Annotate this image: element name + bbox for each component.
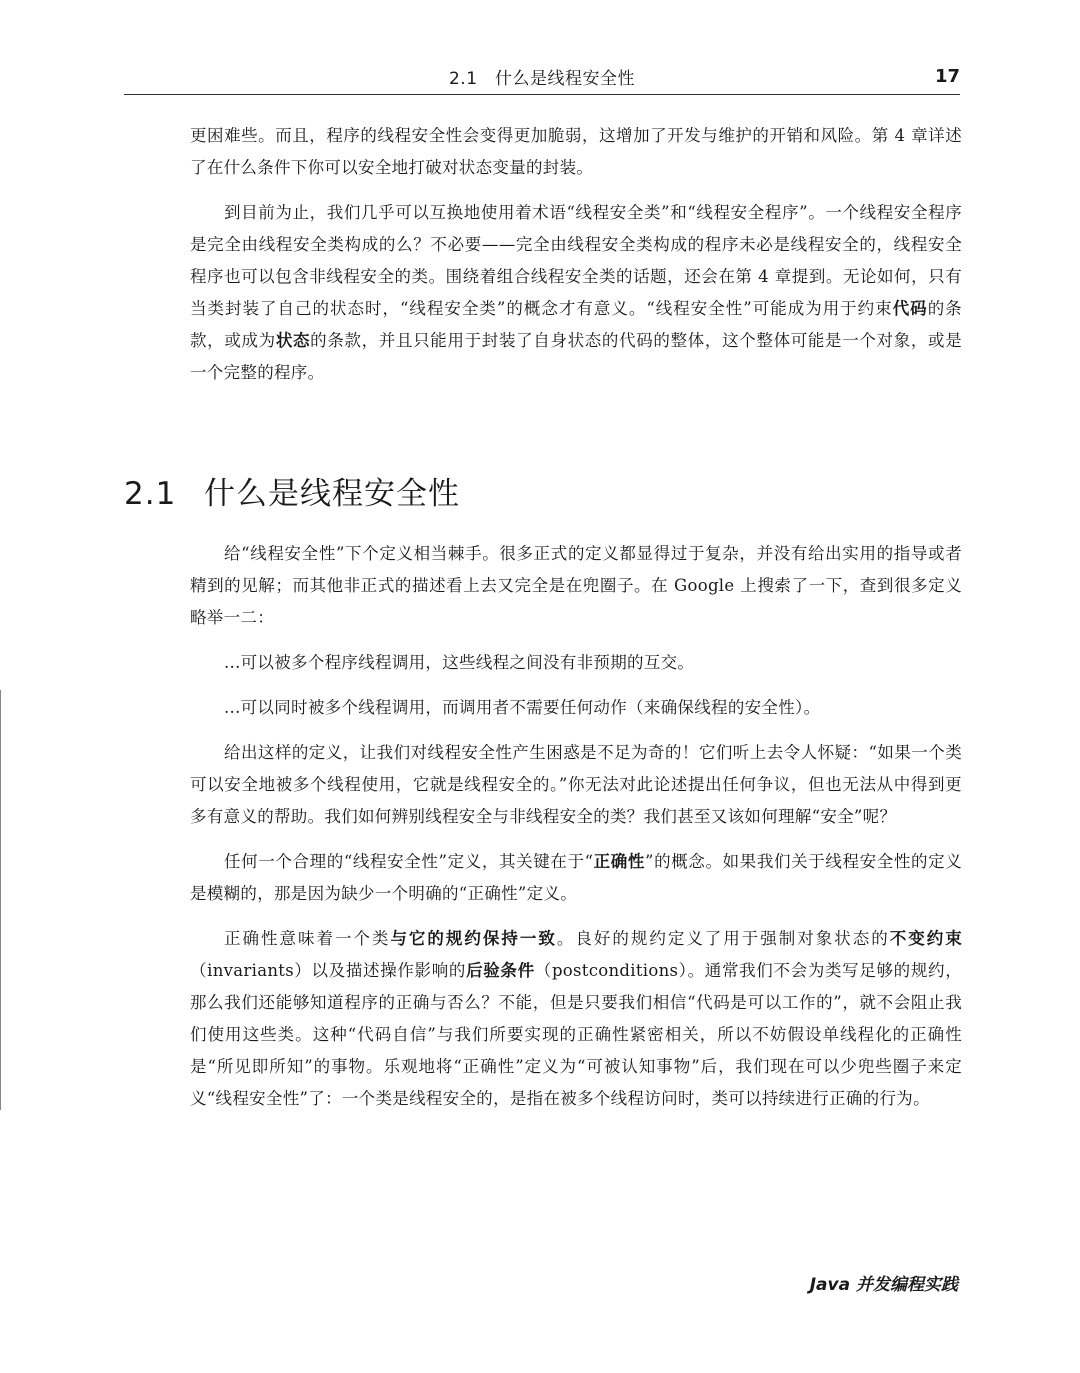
section-heading — [124, 468, 460, 513]
bold-term: 不变约束 — [889, 929, 963, 948]
bold-term: 状态 — [275, 331, 311, 350]
text-run: （postconditions）。通常我们不会为类写足够的规约，那么我们还能够知道程序的正确与否么？不能，但是只要我们相信“代码是可以工作的”，就不会阻止我们使用这些类。这种“代码自信”与我们所要实现的正确性紧密相关，所以不妨假设单线程化的正确性是“所见即所知”的事物。乐观地将“正确性”定义为“可被认知事物”后，我们现在可以少兜些圈子来定义“线程安全性”了：一个类是线程安全的，是指在被多个线程访问时，类可以持续进行正确的行为。 — [190, 961, 962, 1108]
scan-edge-line — [0, 690, 1, 1110]
paragraph: 给“线程安全性”下个定义相当棘手。很多正式的定义都显得过于复杂，并没有给出实用的指导或者精到的见解；而其他非正式的描述看上去又完全是在兜圈子。在 Google 上搜索了一下，查到很多定义略举一二： — [190, 544, 962, 627]
running-header — [124, 58, 960, 95]
paragraph — [190, 923, 962, 1115]
bold-term: 代码 — [892, 299, 928, 318]
text-run: （invariants）以及描述操作影响的 — [190, 961, 467, 980]
text-run: 。良好的规约定义了用于强制对象状态的 — [556, 929, 890, 948]
quoted-definition: ...可以同时被多个线程调用，而调用者不需要任何动作（来确保线程的安全性）。 — [224, 698, 821, 717]
paragraph: 给出这样的定义，让我们对线程安全性产生困惑是不足为奇的！它们听上去令人怀疑：“如果一个类可以安全地被多个线程使用，它就是线程安全的。”你无法对此论述提出任何争议，但也无法从中得到更多有意义的帮助。我们如何辨别线程安全与非线程安全的类？我们甚至又该如何理解“安全”呢？ — [190, 743, 962, 826]
paragraph: 更困难些。而且，程序的线程安全性会变得更加脆弱，这增加了开发与维护的开销和风险。第 4 章详述了在什么条件下你可以安全地打破对状态变量的封装。 — [190, 126, 962, 177]
section-number: 2.1 — [124, 476, 177, 512]
bold-term: 后验条件 — [466, 961, 535, 980]
section-text-block — [190, 538, 962, 1128]
text-run: 到目前为止，我们几乎可以互换地使用着术语“线程安全类”和“线程安全程序”。一个线程安全程序是完全由线程安全类构成的么？不必要——完全由线程安全类构成的程序未必是线程安全的，线程安全程序也可以包含非线程安全的类。围绕着组合线程安全类的话题，还会在第 4 章提到。无论如何，只有当类封装了自己的状态时，“线程安全类”的概念才有意义。“线程安全性”可能成为用于约束 — [190, 203, 962, 318]
bold-term: 正确性 — [593, 852, 646, 871]
running-header-title: 2.1 什么是线程安全性 — [448, 69, 636, 89]
text-run: 正确性意味着一个类 — [224, 929, 391, 948]
section-title: 什么是线程安全性 — [204, 476, 460, 512]
bold-term: 与它的规约保持一致 — [390, 929, 557, 948]
text-run: 的条款，并且只能用于封装了自身状态的代码的整体，这个整体可能是一个对象，或是一个完整的程序。 — [190, 331, 962, 382]
intro-text-block — [190, 120, 962, 402]
paragraph — [190, 197, 962, 389]
text-run: 任何一个合理的“线程安全性”定义，其关键在于“ — [224, 852, 594, 871]
text-run: 的条款，或成为 — [190, 299, 962, 350]
footer-book-title: Java 并发编程实践 — [809, 1275, 958, 1295]
text-run: ”的概念。如果我们关于线程安全性的定义是模糊的，那是因为缺少一个明确的“正确性”定义。 — [190, 852, 962, 903]
quoted-definition: ...可以被多个程序线程调用，这些线程之间没有非预期的互交。 — [224, 653, 695, 672]
page-number: 17 — [934, 66, 960, 87]
paragraph — [190, 846, 962, 910]
